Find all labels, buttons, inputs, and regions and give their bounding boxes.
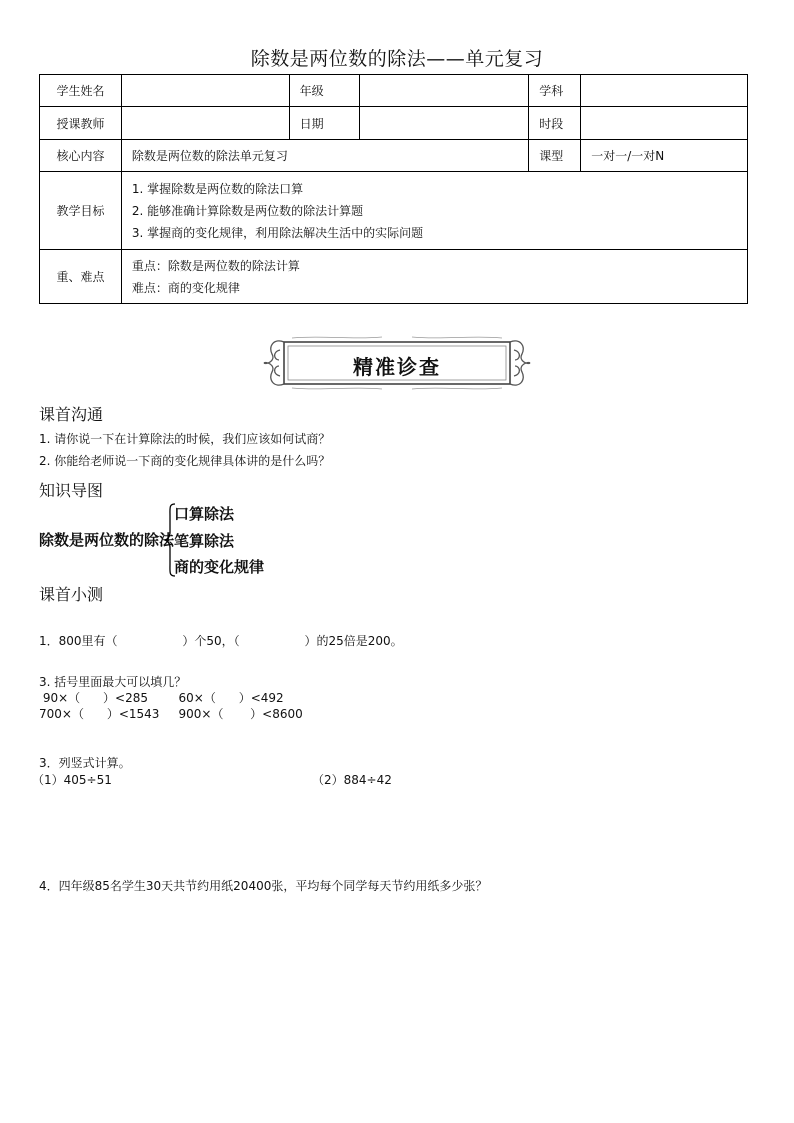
quiz-question-1: 1．800里有（ ）个50，（ ）的25倍是200。 bbox=[39, 634, 403, 648]
key-points-list bbox=[121, 250, 747, 304]
period-label: 时段 bbox=[529, 107, 581, 140]
goals-list bbox=[121, 172, 747, 250]
communication-item: 1. 请你说一下在计算除法的时候，我们应该如何试商？ bbox=[39, 432, 331, 446]
table-row bbox=[40, 172, 748, 250]
teacher-value bbox=[121, 107, 289, 140]
key-points-label: 重、难点 bbox=[40, 250, 122, 304]
key-point-item: 难点：商的变化规律 bbox=[131, 280, 240, 295]
table-row bbox=[40, 75, 748, 107]
quiz-question-2-row: 700×（ ）<1543 900×（ ）<8600 bbox=[39, 707, 303, 721]
date-label: 日期 bbox=[289, 107, 359, 140]
table-row bbox=[40, 140, 748, 172]
section-banner bbox=[262, 334, 532, 392]
quiz-question-3b: （2）884÷42 bbox=[312, 773, 392, 787]
period-value bbox=[581, 107, 748, 140]
quiz-question-2-row: 90×（ ）<285 60×（ ）<492 bbox=[39, 691, 284, 705]
mindmap-root: 除数是两位数的除法 bbox=[39, 531, 175, 549]
core-content-value: 除数是两位数的除法单元复习 bbox=[121, 140, 528, 172]
quiz-question-2-title: 3. 括号里面最大可以填几？ bbox=[39, 675, 187, 689]
lesson-type-label: 课型 bbox=[529, 140, 581, 172]
quiz-question-3a: （1）405÷51 bbox=[32, 773, 112, 787]
core-content-label: 核心内容 bbox=[40, 140, 122, 172]
student-name-value bbox=[121, 75, 289, 107]
key-point-item: 重点：除数是两位数的除法计算 bbox=[131, 258, 300, 273]
mindmap-heading: 知识导图 bbox=[39, 481, 104, 500]
quiz-question-4: 4．四年级85名学生30天共节约用纸20400张，平均每个同学每天节约用纸多少张？ bbox=[39, 879, 488, 893]
lesson-info-table bbox=[39, 74, 748, 304]
date-value bbox=[359, 107, 529, 140]
quiz-question-3-title: 3．列竖式计算。 bbox=[39, 756, 131, 770]
teacher-label: 授课教师 bbox=[40, 107, 122, 140]
grade-label: 年级 bbox=[289, 75, 359, 107]
subject-label: 学科 bbox=[529, 75, 581, 107]
mindmap-branch: 笔算除法 bbox=[174, 532, 235, 550]
goal-item: 1. 掌握除数是两位数的除法口算 bbox=[131, 181, 304, 196]
subject-value bbox=[581, 75, 748, 107]
communication-heading: 课首沟通 bbox=[39, 405, 104, 424]
goal-item: 3. 掌握商的变化规律，利用除法解决生活中的实际问题 bbox=[131, 225, 424, 240]
student-name-label: 学生姓名 bbox=[40, 75, 122, 107]
communication-item: 2. 你能给老师说一下商的变化规律具体讲的是什么吗？ bbox=[39, 454, 331, 468]
table-row bbox=[40, 250, 748, 304]
table-row bbox=[40, 107, 748, 140]
goal-item: 2. 能够准确计算除数是两位数的除法计算题 bbox=[131, 203, 364, 218]
goals-label: 教学目标 bbox=[40, 172, 122, 250]
mindmap-branch: 商的变化规律 bbox=[174, 558, 265, 576]
lesson-type-value: 一对一/一对N bbox=[581, 140, 748, 172]
banner-title: 精准诊查 bbox=[353, 355, 441, 379]
quiz-heading: 课首小测 bbox=[39, 585, 104, 604]
page-title: 除数是两位数的除法——单元复习 bbox=[250, 48, 544, 70]
mindmap-branch: 口算除法 bbox=[174, 505, 235, 523]
grade-value bbox=[359, 75, 529, 107]
